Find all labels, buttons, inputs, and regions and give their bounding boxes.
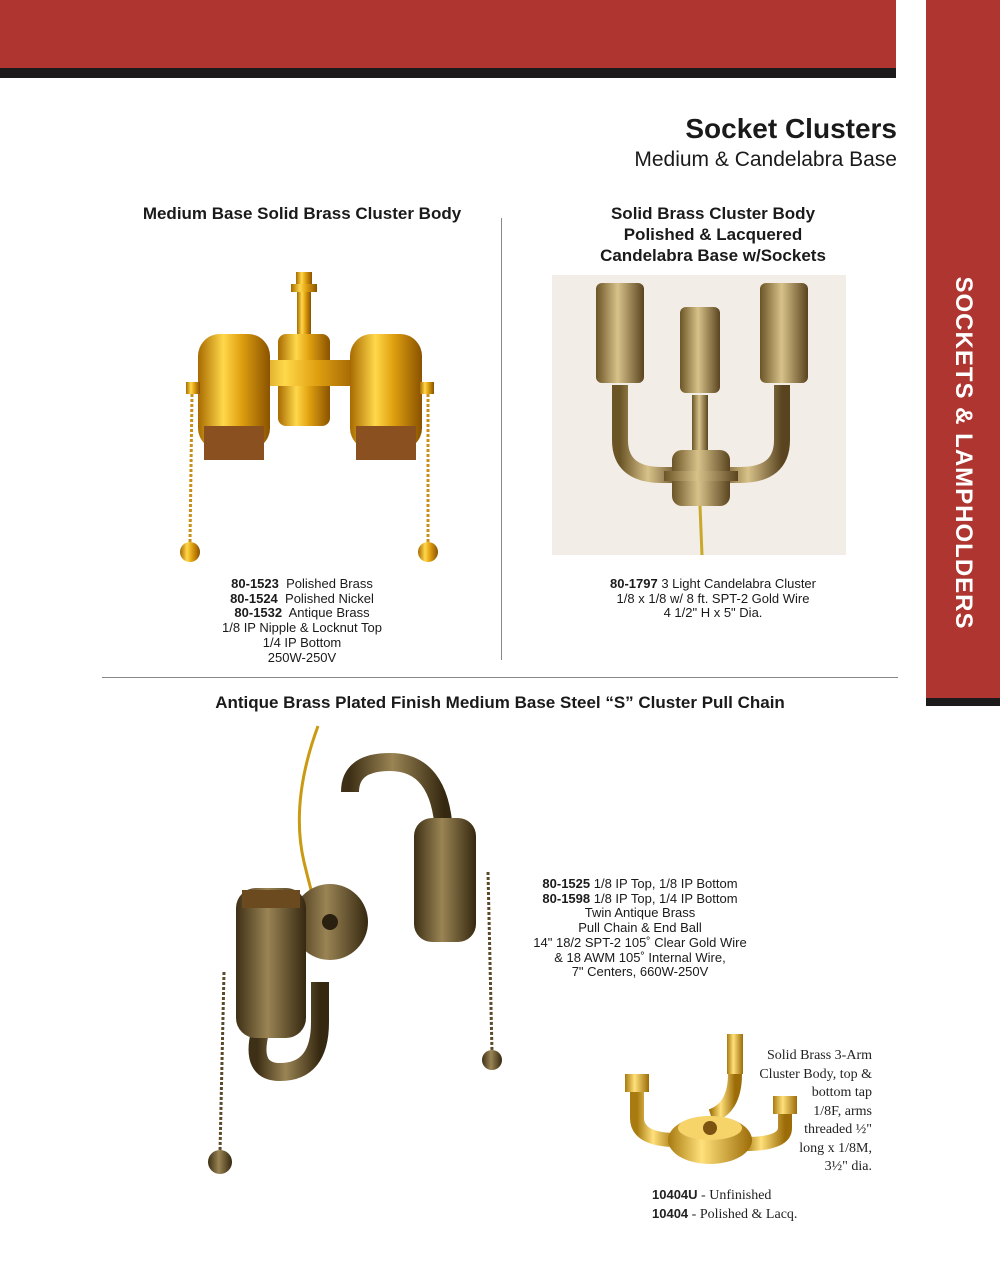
note-line: threaded ½": [804, 1122, 872, 1137]
header-bar: [0, 0, 896, 68]
product-code-line: [500, 877, 780, 892]
spec-line: & 18 AWM 105˚ Internal Wire,: [554, 949, 726, 965]
product-code-line: [548, 577, 878, 592]
inset-description: [736, 1047, 872, 1177]
spec-line: 1/8 x 1/8 w/ 8 ft. SPT-2 Gold Wire: [616, 590, 810, 606]
product-code: 80-1797: [610, 576, 658, 591]
note-line: bottom tap: [811, 1085, 872, 1100]
spec-line: Pull Chain & End Ball: [578, 920, 702, 936]
side-tab-label: SOCKETS & LAMPHOLDERS: [950, 276, 977, 630]
horizontal-divider: [102, 677, 898, 678]
spec-line: 7" Centers, 660W-250V: [571, 964, 709, 980]
right-heading-line: Candelabra Base w/Sockets: [600, 246, 826, 265]
product-code: 10404: [652, 1206, 689, 1221]
product-code-line: [652, 1205, 797, 1224]
left-product-caption: [152, 577, 452, 665]
left-product-heading: Medium Base Solid Brass Cluster Body: [142, 204, 462, 223]
vertical-divider: [501, 218, 502, 660]
note-line: Solid Brass 3-Arm: [767, 1048, 872, 1063]
product-finish: Antique Brass: [288, 605, 370, 621]
spec-line: 250W-250V: [267, 649, 337, 665]
brass-cluster-image: [170, 270, 450, 570]
note-line: long x 1/8M,: [799, 1140, 872, 1156]
product-code-line: [152, 606, 452, 621]
bottom-product-caption: [500, 877, 780, 980]
spec-line: Twin Antique Brass: [584, 905, 696, 921]
product-code-line: [652, 1186, 797, 1205]
product-code: 10404U: [652, 1187, 698, 1202]
note-line: 3½" dia.: [824, 1159, 872, 1174]
side-tab-rule: [926, 698, 1000, 706]
header-rule: [0, 68, 896, 78]
note-line: 1/8F, arms: [813, 1103, 872, 1119]
s-cluster-image: [200, 722, 510, 1182]
spec-line: 1/4 IP Bottom: [262, 634, 342, 650]
right-product-caption: [548, 577, 878, 621]
product-description: 1/8 IP Top, 1/8 IP Bottom: [593, 876, 738, 891]
product-code: 80-1598: [542, 890, 591, 906]
spec-line: 14" 18/2 SPT-2 105˚ Clear Gold Wire: [533, 934, 747, 950]
product-code: 80-1525: [542, 876, 591, 891]
right-heading-line: Polished & Lacquered: [623, 225, 803, 244]
product-code-line: [500, 892, 780, 907]
product-code: 80-1532: [234, 605, 283, 621]
bottom-product-heading: Antique Brass Plated Finish Medium Base Steel “S” Cluster Pull Chain: [215, 693, 785, 712]
page-subtitle: Medium & Candelabra Base: [634, 148, 897, 171]
spec-line: 1/8 IP Nipple & Locknut Top: [222, 620, 382, 636]
product-code: 80-1524: [230, 590, 278, 606]
product-finish: Polished Brass: [286, 576, 373, 591]
product-description: 1/8 IP Top, 1/4 IP Bottom: [593, 890, 738, 906]
product-code-line: [152, 577, 452, 592]
candelabra-cluster-image: [552, 275, 846, 555]
right-product-heading: [548, 203, 878, 266]
product-finish: - Unfinished: [701, 1188, 772, 1203]
product-code: 80-1523: [231, 576, 279, 591]
product-finish: - Polished & Lacq.: [691, 1207, 798, 1222]
product-code-line: [152, 592, 452, 607]
product-finish: Polished Nickel: [285, 590, 374, 606]
inset-codes: [652, 1186, 797, 1224]
page-title: Socket Clusters: [685, 113, 897, 144]
note-line: Cluster Body, top &: [759, 1066, 872, 1082]
right-heading-line: Solid Brass Cluster Body: [610, 204, 816, 223]
spec-line: 4 1/2" H x 5" Dia.: [663, 605, 763, 621]
product-description: 3 Light Candelabra Cluster: [661, 576, 816, 591]
